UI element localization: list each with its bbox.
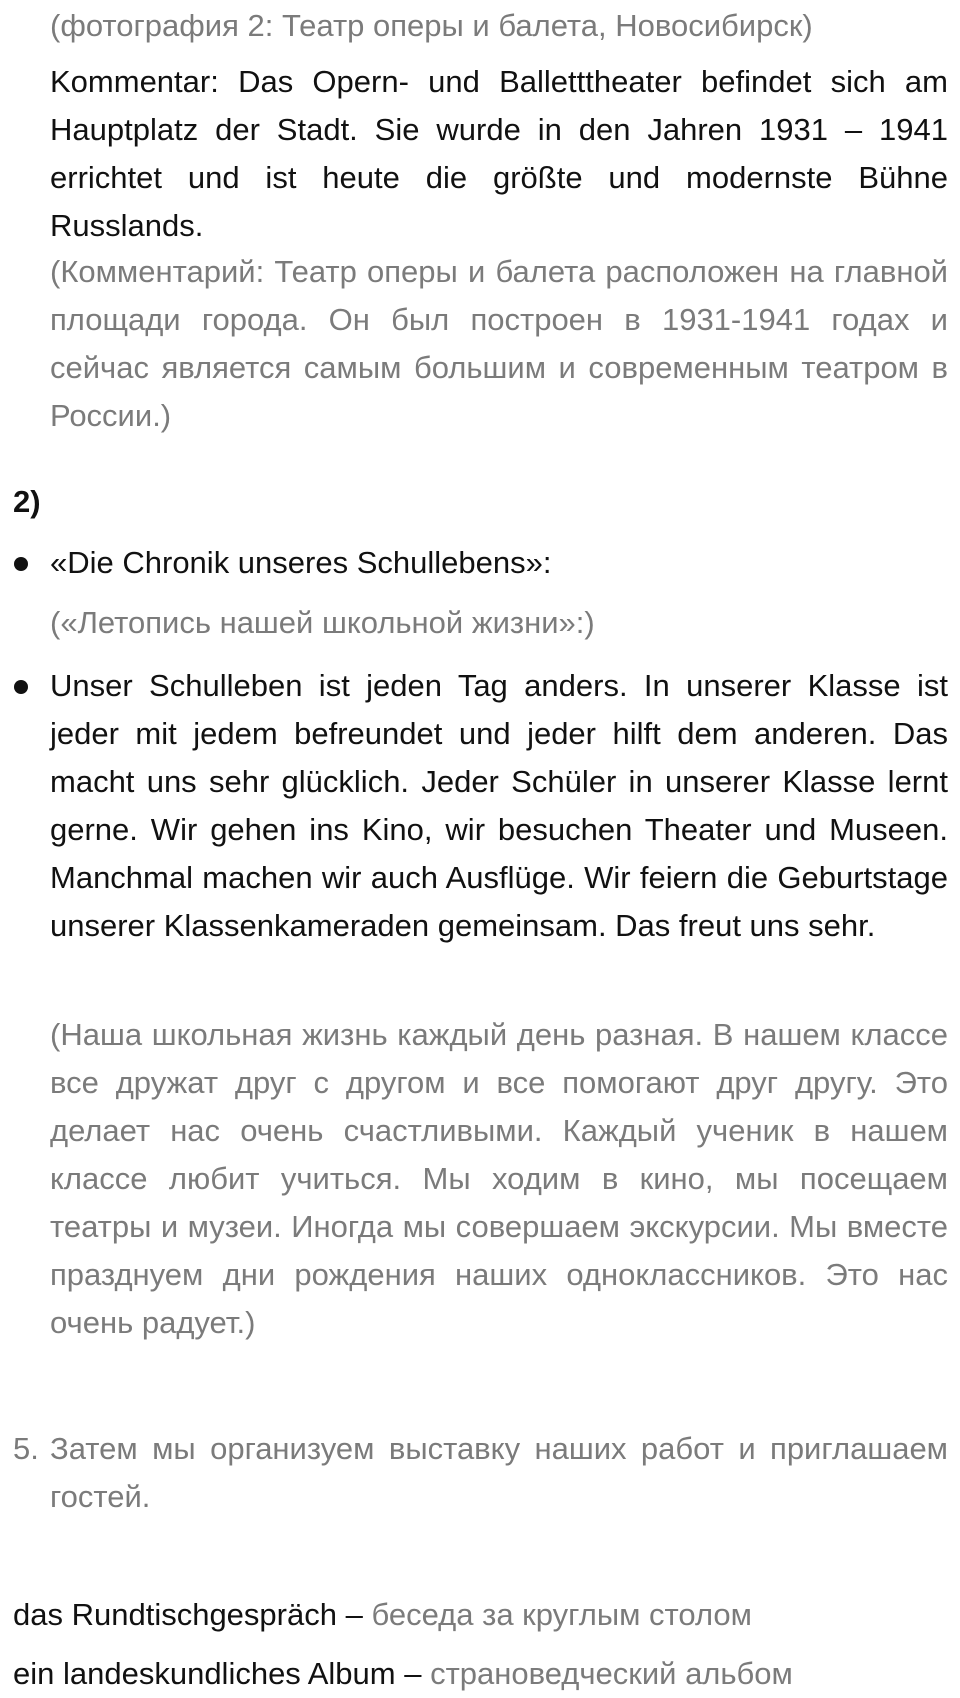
- photo-caption: (фотография 2: Театр оперы и балета, Новосибирск): [50, 8, 813, 43]
- bullet-icon: [14, 680, 28, 694]
- section-heading: 2): [13, 484, 41, 519]
- numbered-item-text: Затем мы организуем выставку наших работ и приглашаем гостей.: [50, 1431, 948, 1514]
- vocabulary-term: das Rundtischgespräch: [13, 1597, 337, 1632]
- comment-german: Kommentar: Das Opern- und Balletttheater befindet sich am Hauptplatz der Stadt. Sie wurde in den Jahren 1931 – 1941 errichtet und ist heute die größte und modernste Bühne Russlands.: [50, 64, 948, 243]
- vocabulary-term: ein landeskundliches Album: [13, 1656, 396, 1691]
- vocabulary-dash: –: [336, 1597, 372, 1632]
- vocabulary-translation: беседа за круглым столом: [371, 1597, 752, 1632]
- bullet-icon: [14, 557, 28, 571]
- vocabulary-dash: –: [395, 1656, 431, 1691]
- bullet-1-russian: («Летопись нашей школьной жизни»:): [50, 605, 595, 640]
- bullet-2-german: Unser Schulleben ist jeden Tag anders. In unserer Klasse ist jeder mit jedem befreundet und jeder hilft dem anderen. Das macht uns sehr glücklich. Jeder Schüler in unserer Klasse lernt gerne. Wir gehen ins Kino, wir besuchen Theater und Museen. Manchmal machen wir auch Ausflüge. Wir feiern die Geburtstage unserer Klassenkameraden gemeinsam. Das freut uns sehr.: [50, 668, 948, 943]
- vocabulary-translation: страноведческий альбом: [430, 1656, 793, 1691]
- bullet-2-russian: (Наша школьная жизнь каждый день разная. В нашем классе все дружат друг с другом и все помогают друг другу. Это делает нас очень счастливыми. Каждый ученик в нашем классе любит учиться. Мы ходим в кино, мы посещаем театры и музеи. Иногда мы совершаем экскурсии. Мы вместе празднуем дни рождения наших одноклассников. Это нас очень радует.): [50, 1017, 948, 1340]
- vocabulary-entry: [13, 1591, 752, 1639]
- list-number: 5.: [13, 1431, 39, 1466]
- vocabulary-entry: [13, 1650, 793, 1698]
- bullet-1-german: «Die Chronik unseres Schullebens»:: [50, 545, 552, 580]
- comment-russian: (Комментарий: Театр оперы и балета расположен на главной площади города. Он был построен в 1931-1941 годах и сейчас является самым большим и современным театром в России.): [50, 254, 948, 433]
